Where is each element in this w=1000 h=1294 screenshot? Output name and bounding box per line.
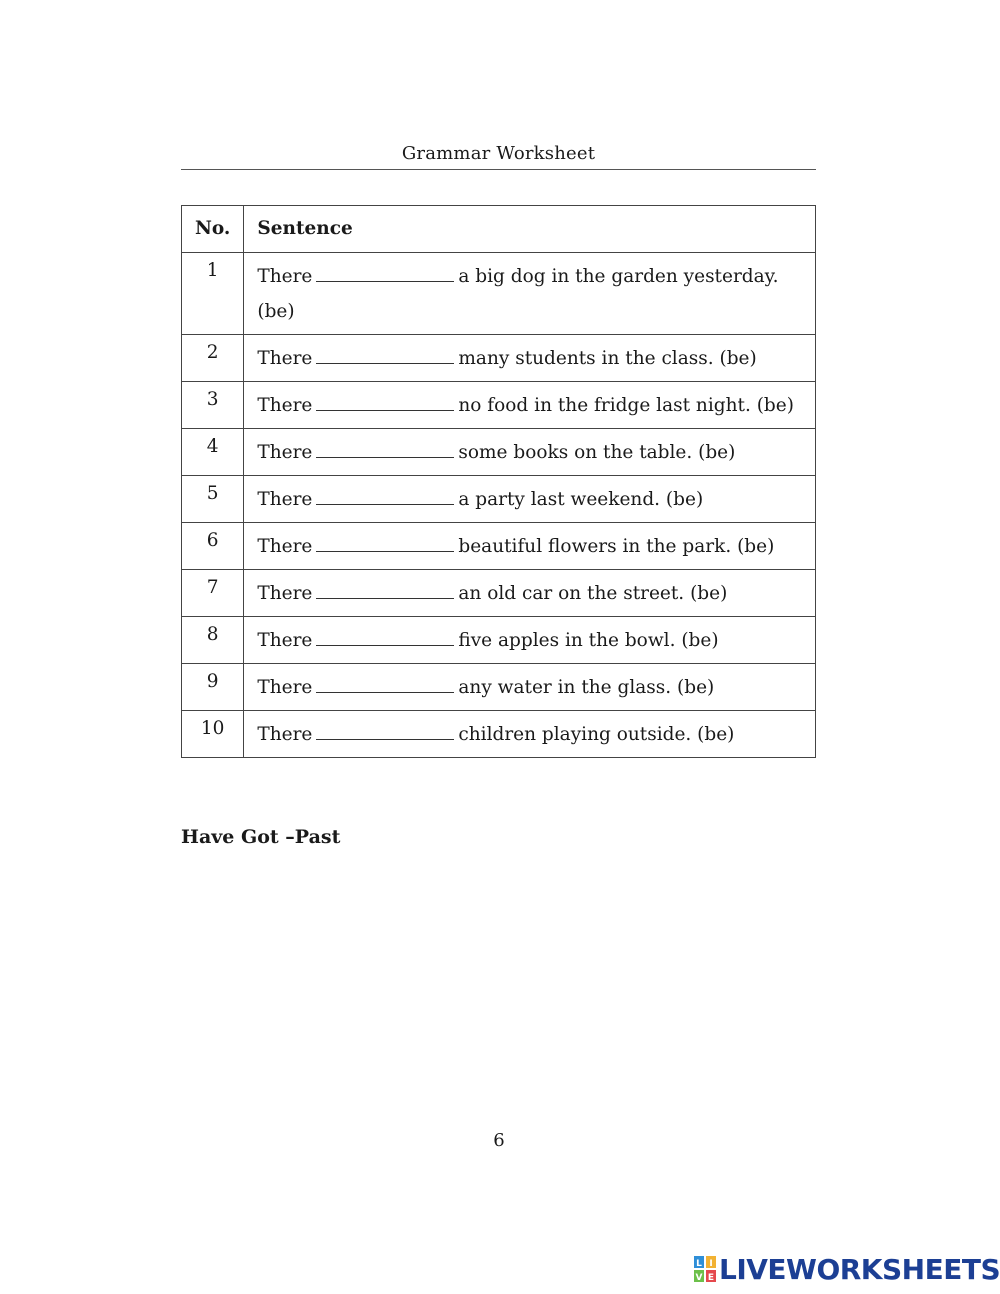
sentence-cell [244, 476, 816, 523]
logo-letter-e: E [707, 1273, 715, 1282]
sentence-cell [244, 523, 816, 570]
sentence-cell [244, 711, 816, 758]
sentence-start: There [257, 583, 313, 604]
row-number: 5 [182, 476, 244, 523]
table-row [182, 523, 816, 570]
sentence-end: a big dog in the garden yesterday. (be) [257, 266, 779, 322]
table-row [182, 253, 816, 335]
row-number: 8 [182, 617, 244, 664]
page-number: 6 [493, 1130, 505, 1151]
sentence-cell [244, 382, 816, 429]
sentence-end: beautiful flowers in the park. (be) [458, 536, 775, 557]
answer-blank[interactable] [316, 441, 454, 458]
logo-letter-v: V [695, 1273, 703, 1282]
sentence-start: There [257, 724, 313, 745]
table-row [182, 476, 816, 523]
liveworksheets-logo-icon [694, 1256, 716, 1282]
sentence-end: some books on the table. (be) [458, 442, 736, 463]
worksheet-table [181, 205, 816, 758]
table-row [182, 664, 816, 711]
row-number: 2 [182, 335, 244, 382]
sentence-start: There [257, 395, 313, 416]
header-divider [181, 169, 816, 170]
row-number: 4 [182, 429, 244, 476]
row-number: 10 [182, 711, 244, 758]
answer-blank[interactable] [316, 723, 454, 740]
sentence-start: There [257, 536, 313, 557]
column-header-no: No. [182, 206, 244, 253]
sentence-cell [244, 617, 816, 664]
sentence-cell [244, 664, 816, 711]
section-heading: Have Got –Past [181, 826, 341, 848]
sentence-start: There [257, 489, 313, 510]
answer-blank[interactable] [316, 347, 454, 364]
sentence-end: five apples in the bowl. (be) [458, 630, 719, 651]
table-row [182, 335, 816, 382]
answer-blank[interactable] [316, 582, 454, 599]
sentence-cell [244, 429, 816, 476]
sentence-cell [244, 335, 816, 382]
answer-blank[interactable] [316, 676, 454, 693]
brand-name: LIVEWORKSHEETS [719, 1252, 1000, 1286]
row-number: 1 [182, 253, 244, 335]
table-row [182, 711, 816, 758]
sentence-end: no food in the fridge last night. (be) [458, 395, 794, 416]
table-row [182, 382, 816, 429]
row-number: 3 [182, 382, 244, 429]
table-header-row [182, 206, 816, 253]
header-title: Grammar Worksheet [401, 143, 596, 164]
answer-blank[interactable] [316, 535, 454, 552]
answer-blank[interactable] [316, 488, 454, 505]
sentence-end: any water in the glass. (be) [458, 677, 715, 698]
sentence-cell [244, 253, 816, 335]
sentence-start: There [257, 442, 313, 463]
sentence-end: a party last weekend. (be) [458, 489, 704, 510]
sentence-start: There [257, 348, 313, 369]
logo-letter-l: L [696, 1259, 702, 1269]
sentence-start: There [257, 677, 313, 698]
table-row [182, 570, 816, 617]
sentence-end: children playing outside. (be) [458, 724, 735, 745]
row-number: 7 [182, 570, 244, 617]
sentence-cell [244, 570, 816, 617]
table-row [182, 429, 816, 476]
answer-blank[interactable] [316, 629, 454, 646]
sentence-end: many students in the class. (be) [458, 348, 757, 369]
logo-letter-i: I [709, 1259, 713, 1269]
sentence-end: an old car on the street. (be) [458, 583, 728, 604]
sentence-start: There [257, 266, 313, 287]
liveworksheets-brand[interactable] [694, 1253, 1000, 1285]
sentence-start: There [257, 630, 313, 651]
column-header-sentence: Sentence [244, 206, 816, 253]
answer-blank[interactable] [316, 265, 454, 282]
answer-blank[interactable] [316, 394, 454, 411]
row-number: 9 [182, 664, 244, 711]
table-row [182, 617, 816, 664]
row-number: 6 [182, 523, 244, 570]
